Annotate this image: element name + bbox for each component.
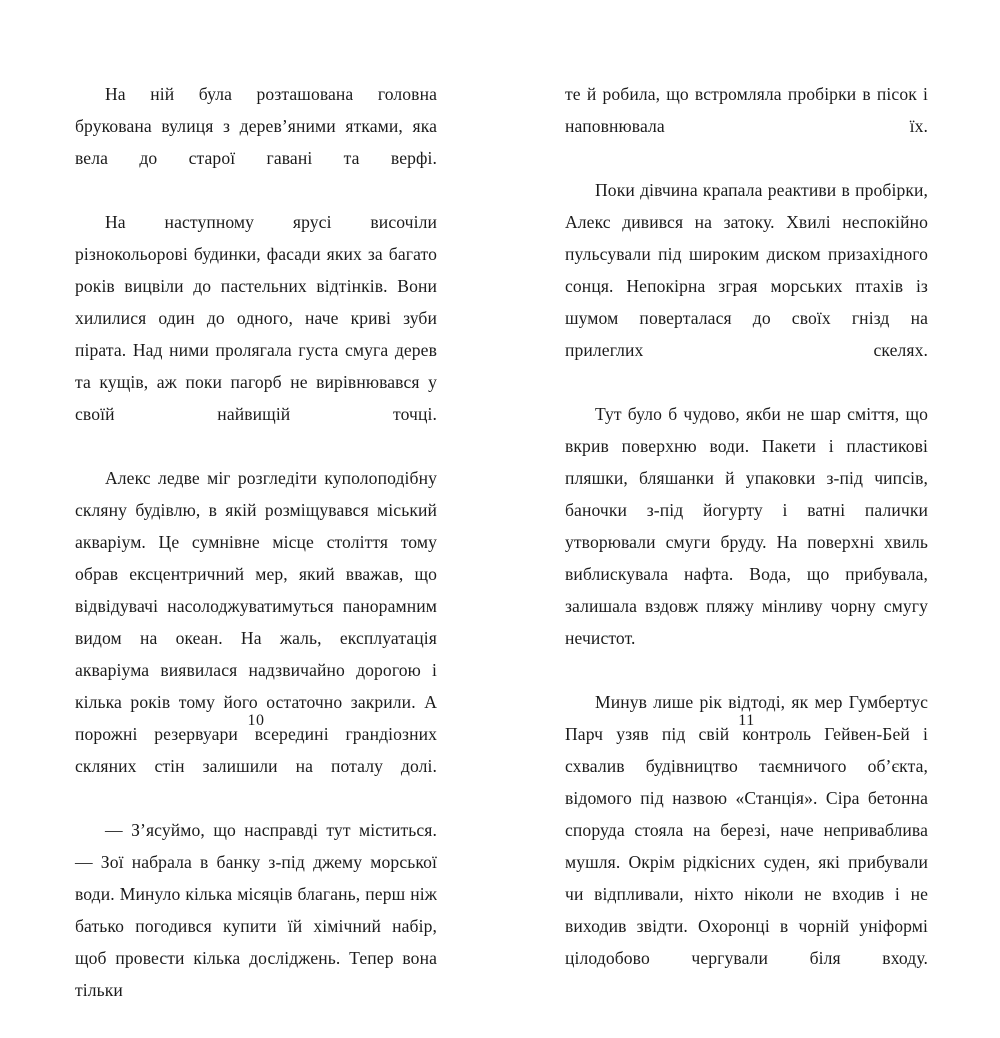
page-left-body [75,78,437,1038]
paragraph: На наступному ярусі височіли різнокольорові будинки, фасади яких за багато років вицвіли до пастельних відтінків. Вони хилилися один до одного, наче криві зуби пірата. Над ними пролягала густа смуга дерев та кущів, аж поки пагорб не вирівнювався у своїй найвищій точці. [75,212,437,424]
paragraph: Алекс ледве міг розгледіти куполоподібну скляну будівлю, в якій розміщувався міський акваріум. Це сумнівне місце століття тому обрав ексцентричний мер, який вважав, що відвідувачі насолоджуватимуться панорамним видом на океан. На жаль, експлуатація акваріума виявилася надзвичайно дорогою і кілька років тому його остаточно закрили. А порожні резервуари всередині грандіозних скляних стін залишили на поталу долі. [75,468,437,776]
page-left [0,0,500,1000]
paragraph: Тут було б чудово, якби не шар сміття, що вкрив поверхню води. Пакети і пластикові пляшки, бляшанки й упаковки з-під чипсів, баночки з-під йогурту і ватні палички утворювали смуги бруду. На поверхні хвиль виблискувала нафта. Вода, що прибувала, залишала вздовж пляжу мінливу чорну смугу нечистот. [565,404,928,648]
paragraph: На ній була розташована головна брукована вулиця з дерев’яними ятками, яка вела до старої гавані та верфі. [75,84,437,168]
page-number-right: 11 [738,712,755,729]
paragraph: Минув лише рік відтоді, як мер Гумбертус Парч узяв під свій контроль Гейвен-Бей і схвалив будівництво таємничого об’єкта, відомого під назвою «Станція». Сіра бетонна споруда стояла на березі, наче неприваблива мушля. Окрім рідкісних суден, які прибували чи відпливали, ніхто ніколи не входив і не виходив звідти. Охоронці в чорній уніформі цілодобово чергували біля входу. [565,692,928,968]
page-right-body [565,78,928,1006]
paragraph: — З’ясуймо, що насправді тут міститься. — Зої набрала в банку з-під джему морської води. Минуло кілька місяців благань, перш ніж батько погодився купити їй хімічний набір, щоб провести кілька досліджень. Тепер вона тільки [75,820,437,1000]
paragraph-continued: те й робила, що встромляла пробірки в пісок і наповнювала їх. [565,84,928,136]
page-number-left: 10 [247,712,265,729]
paragraph: Поки дівчина крапала реактиви в пробірки, Алекс дивився на затоку. Хвилі неспокійно пульсували під широким диском призахідного сонця. Непокірна зграя морських птахів із шумом поверталася до своїх гнізд на прилеглих скелях. [565,180,928,360]
page-right [500,0,1000,968]
